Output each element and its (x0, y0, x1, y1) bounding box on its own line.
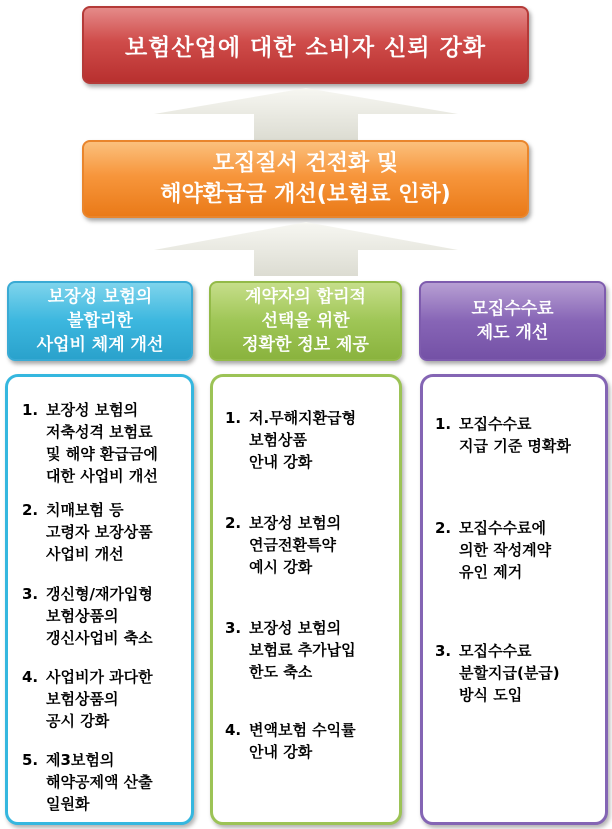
item-line: 예시 강화 (249, 558, 313, 576)
item-line: 분할지급(분급) (459, 664, 560, 682)
category-line: 선택을 위한 (261, 311, 350, 331)
item-line: 사업비가 과다한 (46, 668, 153, 686)
item-line: 공시 강화 (46, 712, 110, 730)
item-line: 갱신사업비 축소 (46, 629, 153, 647)
item-line: 보장성 보험의 (249, 514, 342, 532)
detail-panel-cost-structure (5, 374, 194, 825)
item-line: 저축성격 보험료 (46, 423, 153, 441)
item-line: 한도 축소 (249, 663, 313, 681)
category-line: 보장성 보험의 (47, 287, 153, 307)
item-line: 갱신형/재가입형 (46, 585, 153, 603)
category-line: 계약자의 합리적 (245, 287, 366, 307)
item-number: 4. (22, 668, 39, 686)
item-number: 1. (22, 401, 39, 419)
mid-box (82, 140, 529, 218)
item-line: 보장성 보험의 (249, 619, 342, 637)
item-line: 모집수수료에 (459, 519, 546, 537)
item-number: 2. (22, 501, 39, 519)
category-line: 불합리한 (67, 311, 133, 331)
item-line: 해약공제액 산출 (46, 773, 153, 791)
category-line: 모집수수료 (471, 299, 554, 319)
item-line: 사업비 개선 (46, 545, 124, 563)
item-line: 안내 강화 (249, 453, 313, 471)
item-line: 지급 기준 명확화 (459, 437, 571, 455)
item-number: 3. (435, 642, 452, 660)
item-line: 제3보험의 (46, 751, 115, 769)
item-line: 치매보험 등 (46, 501, 124, 519)
item-number: 3. (225, 619, 242, 637)
category-line: 정확한 정보 제공 (242, 335, 369, 355)
item-line: 의한 작성계약 (459, 541, 552, 559)
goal-box (82, 6, 529, 84)
item-line: 모집수수료 (459, 642, 532, 660)
item-number: 4. (225, 721, 242, 739)
mid-line1: 모집질서 건전화 및 (212, 151, 399, 176)
item-number: 3. (22, 585, 39, 603)
item-line: 대한 사업비 개선 (46, 467, 158, 485)
up-arrow-icon (0, 86, 612, 140)
up-arrow-icon (0, 220, 612, 276)
item-line: 일원화 (46, 795, 90, 813)
item-line: 안내 강화 (249, 743, 313, 761)
item-line: 보험료 추가납입 (249, 641, 356, 659)
item-line: 변액보험 수익률 (249, 721, 356, 739)
item-line: 보험상품의 (46, 607, 119, 625)
item-number: 1. (225, 409, 242, 427)
item-line: 고령자 보장상품 (46, 523, 153, 541)
item-line: 방식 도입 (459, 686, 523, 704)
item-line: 저.무해지환급형 (249, 409, 357, 427)
goal-text: 보험산업에 대한 소비자 신뢰 강화 (124, 34, 487, 61)
item-line: 유인 제거 (459, 563, 523, 581)
category-box-commission (419, 281, 606, 361)
item-number: 1. (435, 415, 452, 433)
item-number: 2. (225, 514, 242, 532)
item-line: 보험상품의 (46, 690, 119, 708)
item-line: 모집수수료 (459, 415, 532, 433)
item-line: 보험상품 (249, 431, 307, 449)
detail-panel-commission (420, 374, 608, 825)
item-number: 2. (435, 519, 452, 537)
item-line: 및 해약 환급금에 (46, 445, 158, 463)
category-box-cost-structure (7, 281, 193, 361)
item-line: 연금전환특약 (249, 536, 336, 554)
category-box-information (209, 281, 402, 361)
category-line: 제도 개선 (476, 323, 549, 343)
mid-line2: 해약환급금 개선(보험료 인하) (160, 182, 451, 207)
item-number: 5. (22, 751, 39, 769)
category-line: 사업비 체계 개선 (36, 335, 164, 355)
item-line: 보장성 보험의 (46, 401, 139, 419)
detail-panel-information (210, 374, 402, 825)
